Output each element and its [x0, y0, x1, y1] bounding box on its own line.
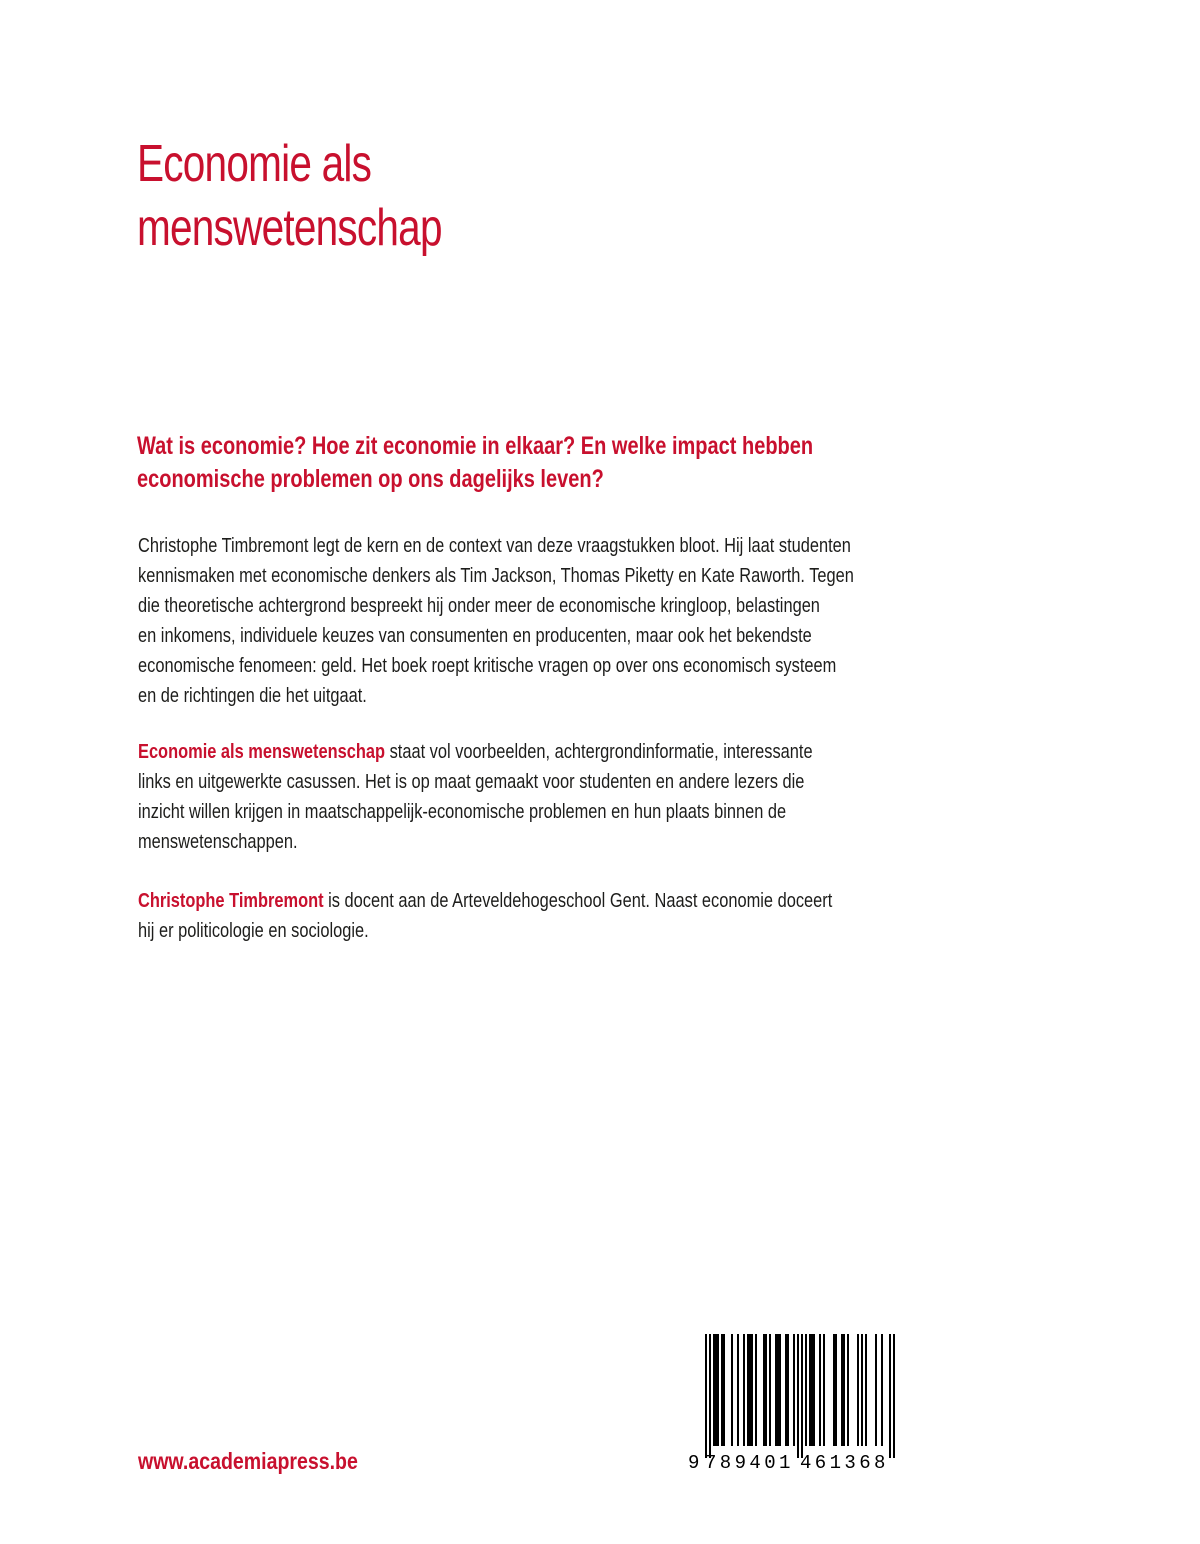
barcode-bar — [841, 1334, 843, 1446]
publisher-website-link[interactable]: www.academiapress.be — [138, 1448, 358, 1474]
book-summary-paragraph — [138, 737, 925, 857]
barcode-digit-prefix: 9 — [688, 1452, 700, 1474]
barcode-bar — [865, 1334, 867, 1446]
barcode-bar — [861, 1334, 863, 1446]
barcode-bar — [721, 1334, 723, 1446]
author-bio-line: hij er politicologie en sociologie. — [138, 920, 369, 942]
barcode-bar — [857, 1334, 859, 1446]
barcode-digits-left: 789401 — [705, 1452, 794, 1474]
barcode-bar — [833, 1334, 835, 1446]
barcode-bar — [785, 1334, 787, 1446]
barcode-guard-bar — [893, 1334, 895, 1458]
description-line: economische fenomeen: geld. Het boek roept kritische vragen op over ons economisch systeem — [138, 655, 837, 677]
summary-line: inzicht willen krijgen in maatschappelijk-economische problemen en hun plaats binnen de — [138, 801, 787, 823]
isbn-barcode — [688, 1334, 903, 1474]
barcode-bar — [723, 1334, 725, 1446]
barcode-bar — [765, 1334, 767, 1446]
barcode-bar — [805, 1334, 807, 1446]
barcode-bar — [811, 1334, 813, 1446]
book-title-line-2: menswetenschap — [137, 199, 442, 257]
barcode-bar — [775, 1334, 777, 1446]
barcode-bar — [755, 1334, 757, 1446]
description-paragraph — [138, 531, 925, 711]
author-bio-line-1-text: is docent aan de Arteveldehogeschool Gent. Naast economie doceert — [323, 890, 833, 912]
barcode-guard-bar — [889, 1334, 891, 1458]
barcode-bar — [749, 1334, 751, 1446]
summary-line: links en uitgewerkte casussen. Het is op maat gemaakt voor studenten en andere lezers die — [138, 771, 805, 793]
barcode-guard-bar — [801, 1334, 803, 1458]
summary-line — [138, 737, 925, 767]
barcode-bar — [715, 1334, 717, 1446]
barcode-bar — [769, 1334, 771, 1446]
barcode-guard-bar — [709, 1334, 711, 1458]
lead-line-2: economische problemen op ons dagelijks leven? — [137, 465, 604, 493]
summary-line: menswetenschappen. — [138, 831, 298, 853]
description-line: en de richtingen die het uitgaat. — [138, 685, 367, 707]
barcode-bar — [813, 1334, 815, 1446]
author-bio-line — [138, 886, 925, 916]
barcode-bar — [743, 1334, 745, 1446]
lead-question — [137, 430, 881, 496]
barcode-bar — [731, 1334, 733, 1446]
barcode-graphic — [688, 1334, 903, 1474]
description-line: die theoretische achtergrond bespreekt hij onder meer de economische kringloop, belastingen — [138, 595, 820, 617]
book-title-line-1: Economie als — [137, 135, 372, 193]
barcode-bar — [779, 1334, 781, 1446]
barcode-bar — [787, 1334, 789, 1446]
barcode-bar — [835, 1334, 837, 1446]
barcode-bar — [793, 1334, 795, 1446]
barcode-bar — [777, 1334, 779, 1446]
barcode-bar — [847, 1334, 849, 1446]
barcode-bar — [751, 1334, 753, 1446]
barcode-bar — [881, 1334, 883, 1446]
description-line: kennismaken met economische denkers als Tim Jackson, Thomas Piketty en Kate Raworth. Tegen — [138, 565, 854, 587]
barcode-bar — [843, 1334, 845, 1446]
author-bio-paragraph — [138, 886, 925, 946]
description-line: Christophe Timbremont legt de kern en de context van deze vraagstukken bloot. Hij laat studenten — [138, 535, 851, 557]
barcode-bar — [747, 1334, 749, 1446]
summary-line-1-text: staat vol voorbeelden, achtergrondinformatie, interessante — [385, 741, 813, 763]
barcode-bar — [809, 1334, 811, 1446]
book-title-highlight: Economie als menswetenschap — [138, 741, 386, 763]
barcode-guard-bar — [797, 1334, 799, 1458]
barcode-bar — [875, 1334, 877, 1446]
barcode-bars — [705, 1334, 895, 1458]
lead-line-1: Wat is economie? Hoe zit economie in elkaar? En welke impact hebben — [137, 432, 814, 460]
barcode-bar — [713, 1334, 715, 1446]
barcode-guard-bar — [705, 1334, 707, 1458]
barcode-bar — [819, 1334, 821, 1446]
barcode-bar — [737, 1334, 739, 1446]
author-name-highlight: Christophe Timbremont — [138, 890, 324, 912]
barcode-bar — [717, 1334, 719, 1446]
barcode-bar — [763, 1334, 765, 1446]
barcode-bar — [823, 1334, 825, 1446]
description-line: en inkomens, individuele keuzes van consumenten en producenten, maar ook het bekendste — [138, 625, 812, 647]
barcode-digits-right: 461368 — [800, 1452, 889, 1474]
book-title — [137, 132, 683, 260]
